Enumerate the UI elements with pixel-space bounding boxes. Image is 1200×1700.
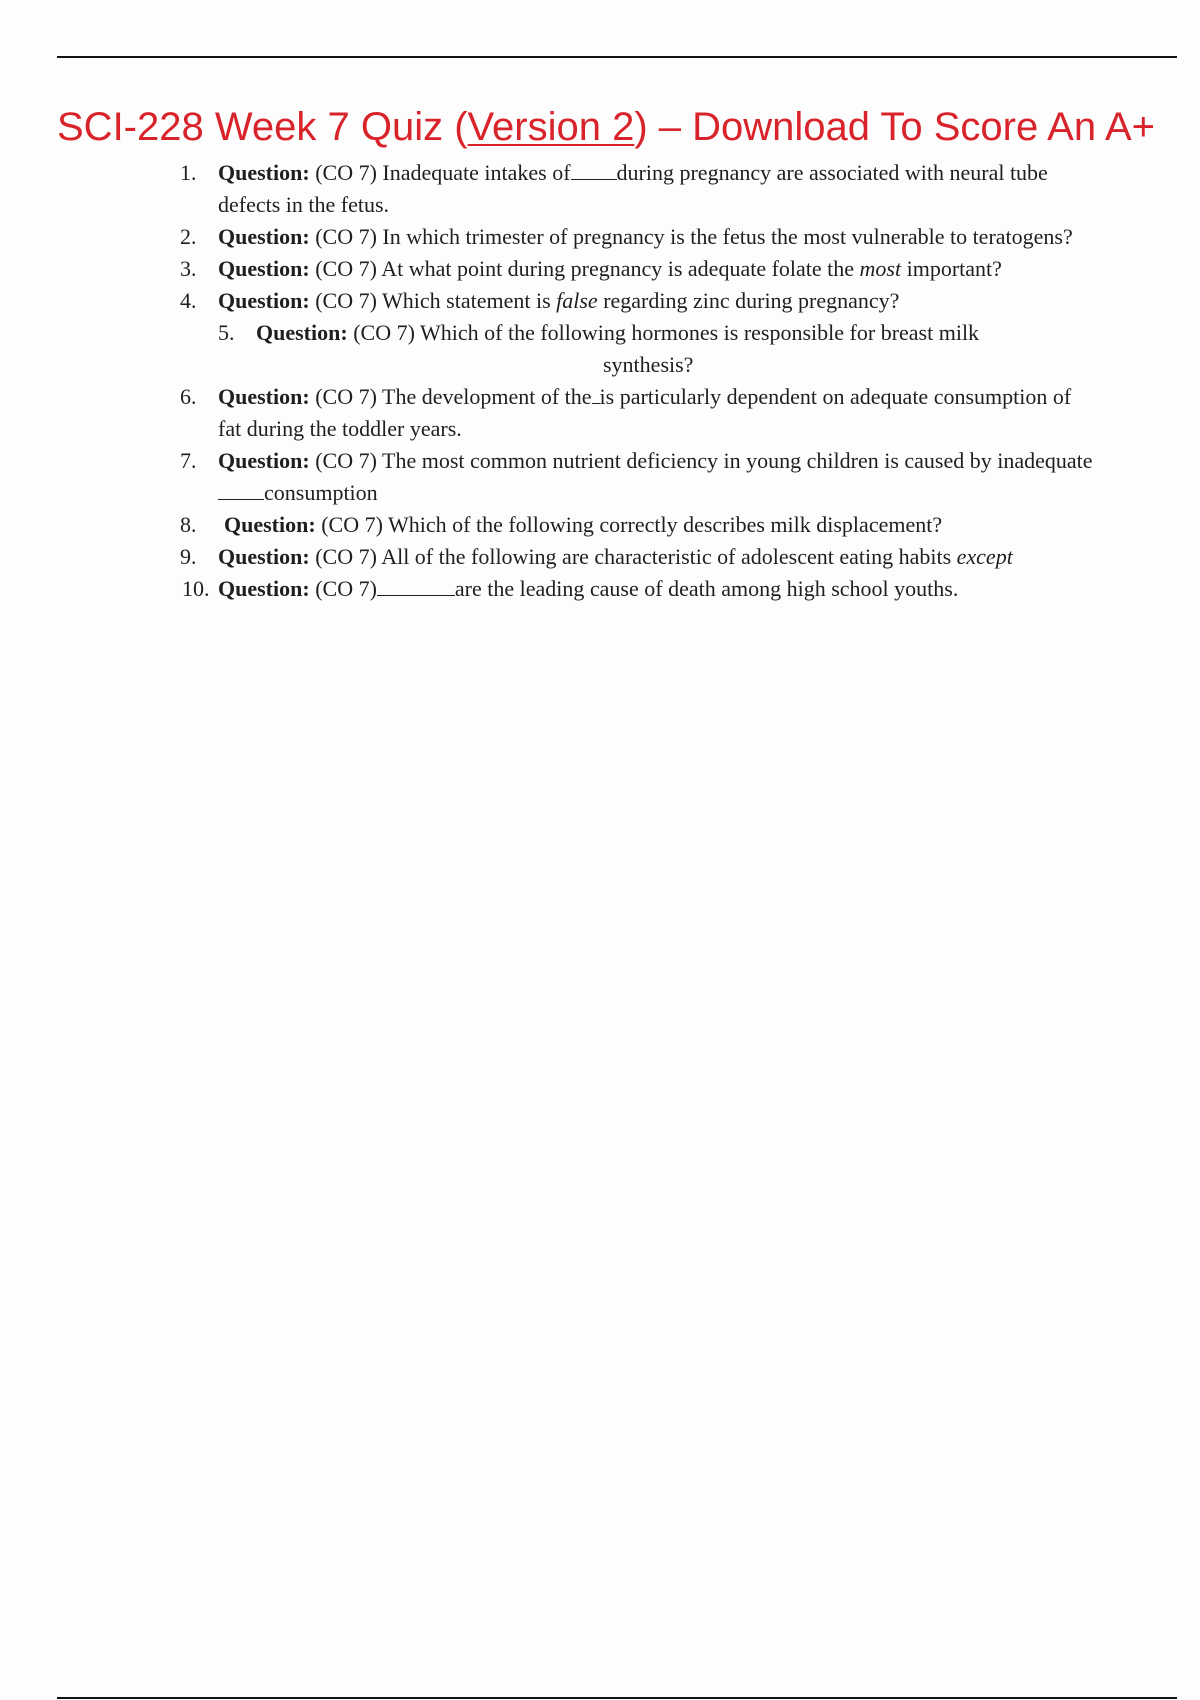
- question-continuation: synthesis?: [603, 352, 694, 377]
- question-text: (CO 7) Which statement is: [315, 288, 557, 313]
- question-text: (CO 7) The development of the: [315, 384, 592, 409]
- question-text: (CO 7) The most common nutrient deficiency in young children is caused by inadequate: [315, 448, 1093, 473]
- question-text: (CO 7): [315, 576, 377, 601]
- answer-blank: [377, 577, 455, 596]
- question-emphasis: except: [956, 544, 1013, 569]
- question-item-8: [180, 509, 1098, 541]
- bottom-rule: [57, 1697, 1177, 1699]
- question-text: (CO 7) Which of the following correctly describes milk displacement?: [321, 512, 943, 537]
- title-version: Version 2: [467, 105, 635, 149]
- question-number: 1.: [180, 160, 197, 185]
- question-label: Question:: [218, 576, 310, 601]
- answer-blank: [571, 161, 617, 180]
- question-label: Question:: [256, 320, 348, 345]
- question-text-end: consumption: [264, 480, 378, 505]
- question-item-2: [180, 221, 1098, 253]
- question-emphasis: false: [556, 288, 598, 313]
- question-text-end: during pregnancy are associated with neural tube defects in the fetus.: [218, 160, 1048, 217]
- question-number: 2.: [180, 224, 197, 249]
- question-text: (CO 7) Which of the following hormones is responsible for breast milk: [353, 320, 980, 345]
- question-text-end: regarding zinc during pregnancy?: [597, 288, 900, 313]
- page-title: [57, 103, 1155, 151]
- question-number: 7.: [180, 448, 197, 473]
- top-rule: [57, 56, 1177, 58]
- question-item-6: [180, 381, 1098, 445]
- question-text: (CO 7) Inadequate intakes of: [315, 160, 571, 185]
- question-item-7: [180, 445, 1098, 509]
- question-number: 6.: [180, 384, 197, 409]
- title-prefix: SCI-228 Week 7 Quiz (: [57, 105, 468, 149]
- question-list: [0, 157, 1200, 605]
- question-label: Question:: [218, 256, 310, 281]
- question-number: 8.: [180, 512, 197, 537]
- question-number: 10.: [182, 576, 210, 601]
- question-item-9: [180, 541, 1098, 573]
- question-emphasis: most: [859, 256, 902, 281]
- question-text-end: is particularly dependent on adequate consumption of fat during the toddler years.: [218, 384, 1072, 441]
- question-text-end: important?: [901, 256, 1002, 281]
- question-item-5: [218, 317, 1096, 381]
- question-label: Question:: [218, 224, 310, 249]
- question-label: Question:: [224, 512, 316, 537]
- question-item-1: [180, 157, 1098, 221]
- question-number: 4.: [180, 288, 197, 313]
- question-label: Question:: [218, 448, 310, 473]
- question-number: 9.: [180, 544, 197, 569]
- question-text-end: are the leading cause of death among high school youths.: [454, 576, 959, 601]
- question-item-10: [182, 573, 1098, 605]
- question-label: Question:: [218, 288, 310, 313]
- question-number: 5.: [218, 320, 235, 345]
- question-label: Question:: [218, 544, 310, 569]
- question-item-3: [180, 253, 1098, 285]
- question-label: Question:: [218, 384, 310, 409]
- question-item-4: [180, 285, 1098, 317]
- question-number: 3.: [180, 256, 197, 281]
- answer-blank: [218, 481, 264, 500]
- answer-blank: [592, 381, 600, 404]
- question-text: (CO 7) In which trimester of pregnancy is the fetus the most vulnerable to teratogens?: [315, 224, 1073, 249]
- title-suffix: ) – Download To Score An A+: [634, 105, 1156, 149]
- question-text: (CO 7) At what point during pregnancy is adequate folate the: [315, 256, 860, 281]
- question-label: Question:: [218, 160, 310, 185]
- question-text: (CO 7) All of the following are characteristic of adolescent eating habits: [315, 544, 952, 569]
